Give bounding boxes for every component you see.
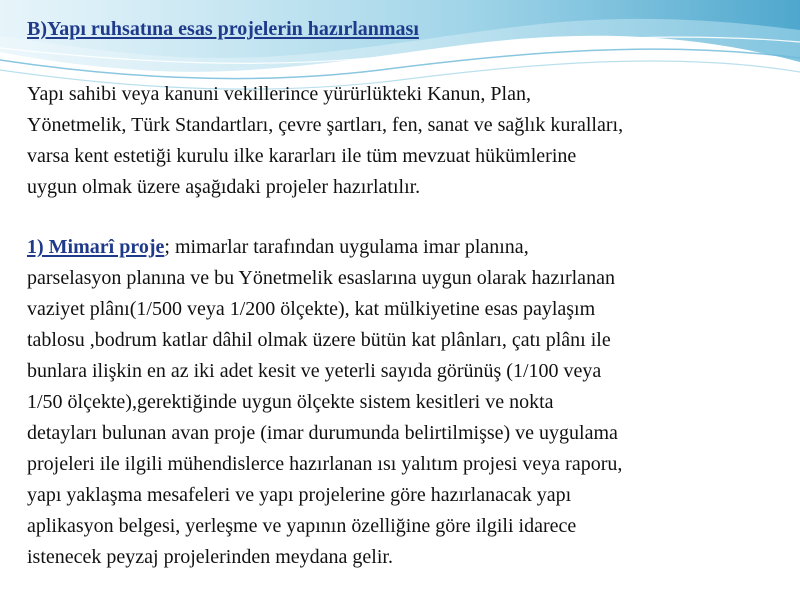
- slide-title: B)Yapı ruhsatına esas projelerin hazırlanması: [27, 18, 419, 40]
- item-heading: 1) Mimarî proje: [27, 236, 165, 258]
- item-separator: ;: [164, 236, 170, 258]
- list-item-architectural-project: [27, 232, 792, 573]
- item-body: mimarlar tarafından uygulama imar planına, parselasyon planına ve bu Yönetmelik esaslarına uygun olarak hazırlanan vaziyet plânı(1/500 veya 1/200 ölçekte), kat mülkiyetine esas paylaşım tablosu ,bodrum katlar dâhil olmak üzere bütün kat plânları, çatı plânı ile bunlara ilişkin en az iki adet kesit ve yeterli sayıda görünüş (1/100 veya 1/50 ölçekte),gerektiğinde uygun ölçekte sistem kesitleri ve nokta detayları bulunan avan proje (imar durumunda belirtilmişse) ve uygulama projeleri ile ilgili mühendislerce hazırlanan ısı yalıtım projesi veya raporu, yapı yaklaşma mesafeleri ve yapı projelerine göre hazırlanacak yapı aplikasyon belgesi, yerleşme ve yapının özelliğine göre ilgili idarece istenecek peyzaj projelerinden meydana gelir.: [27, 236, 623, 568]
- intro-paragraph: Yapı sahibi veya kanuni vekillerince yürürlükteki Kanun, Plan, Yönetmelik, Türk Standartları, çevre şartları, fen, sanat ve sağlık kuralları, varsa kent estetiği kurulu ilke kararları ile tüm mevzuat hükümlerine uygun olmak üzere aşağıdaki projeler hazırlatılır.: [27, 83, 624, 198]
